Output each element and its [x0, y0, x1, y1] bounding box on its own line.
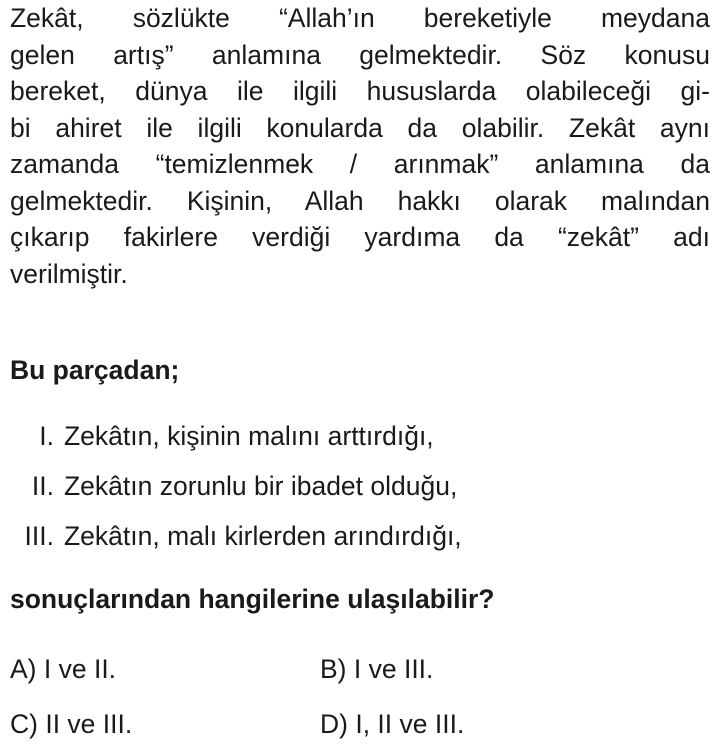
option-d-letter: D)	[320, 709, 348, 739]
option-a-letter: A)	[10, 654, 37, 684]
passage	[10, 0, 710, 292]
question-stem: Bu parçadan;	[10, 355, 180, 385]
option-b-text: I ve III.	[353, 654, 434, 684]
statement-number-1: I.	[39, 421, 54, 451]
option-b[interactable]	[320, 651, 433, 687]
passage-line-2: gelen artış” anlamına gelmektedir. Söz konusu	[10, 39, 710, 70]
statement-number-2: II.	[31, 471, 54, 501]
option-c-letter: C)	[10, 709, 38, 739]
option-b-letter: B)	[320, 654, 347, 684]
passage-line-3: bereket, dünya ile ilgili hususlarda olabileceği gi-	[10, 76, 710, 106]
option-c[interactable]	[10, 706, 132, 742]
statement-text-3: Zekâtın, malı kirlerden arındırdığı,	[64, 521, 462, 551]
question-text: sonuçlarından hangilerine ulaşılabilir?	[10, 584, 495, 614]
passage-line-4: bi ahiret ile ilgili konularda da olabilir. Zekât aynı	[10, 112, 710, 143]
option-d-text: I, II ve III.	[355, 709, 465, 739]
option-c-text: II ve III.	[45, 709, 133, 739]
passage-line-8: verilmiştir.	[10, 258, 128, 289]
passage-line-5: zamanda “temizlenmek / arınmak” anlamına da	[10, 149, 710, 179]
statement-text-1: Zekâtın, kişinin malını arttırdığı,	[64, 421, 434, 451]
passage-line-6: gelmektedir. Kişinin, Allah hakkı olarak malından	[10, 185, 710, 216]
passage-line-1: Zekât, sözlükte “Allah’ın bereketiyle meydana	[10, 3, 710, 33]
statement-number-3: III.	[24, 521, 54, 551]
option-a-text: I ve II.	[43, 654, 117, 684]
statement-text-2: Zekâtın zorunlu bir ibadet olduğu,	[64, 471, 458, 501]
option-d[interactable]	[320, 706, 464, 742]
passage-line-7: çıkarıp fakirlere verdiği yardıma da “zekât” adı	[10, 222, 710, 252]
option-a[interactable]	[10, 651, 116, 687]
